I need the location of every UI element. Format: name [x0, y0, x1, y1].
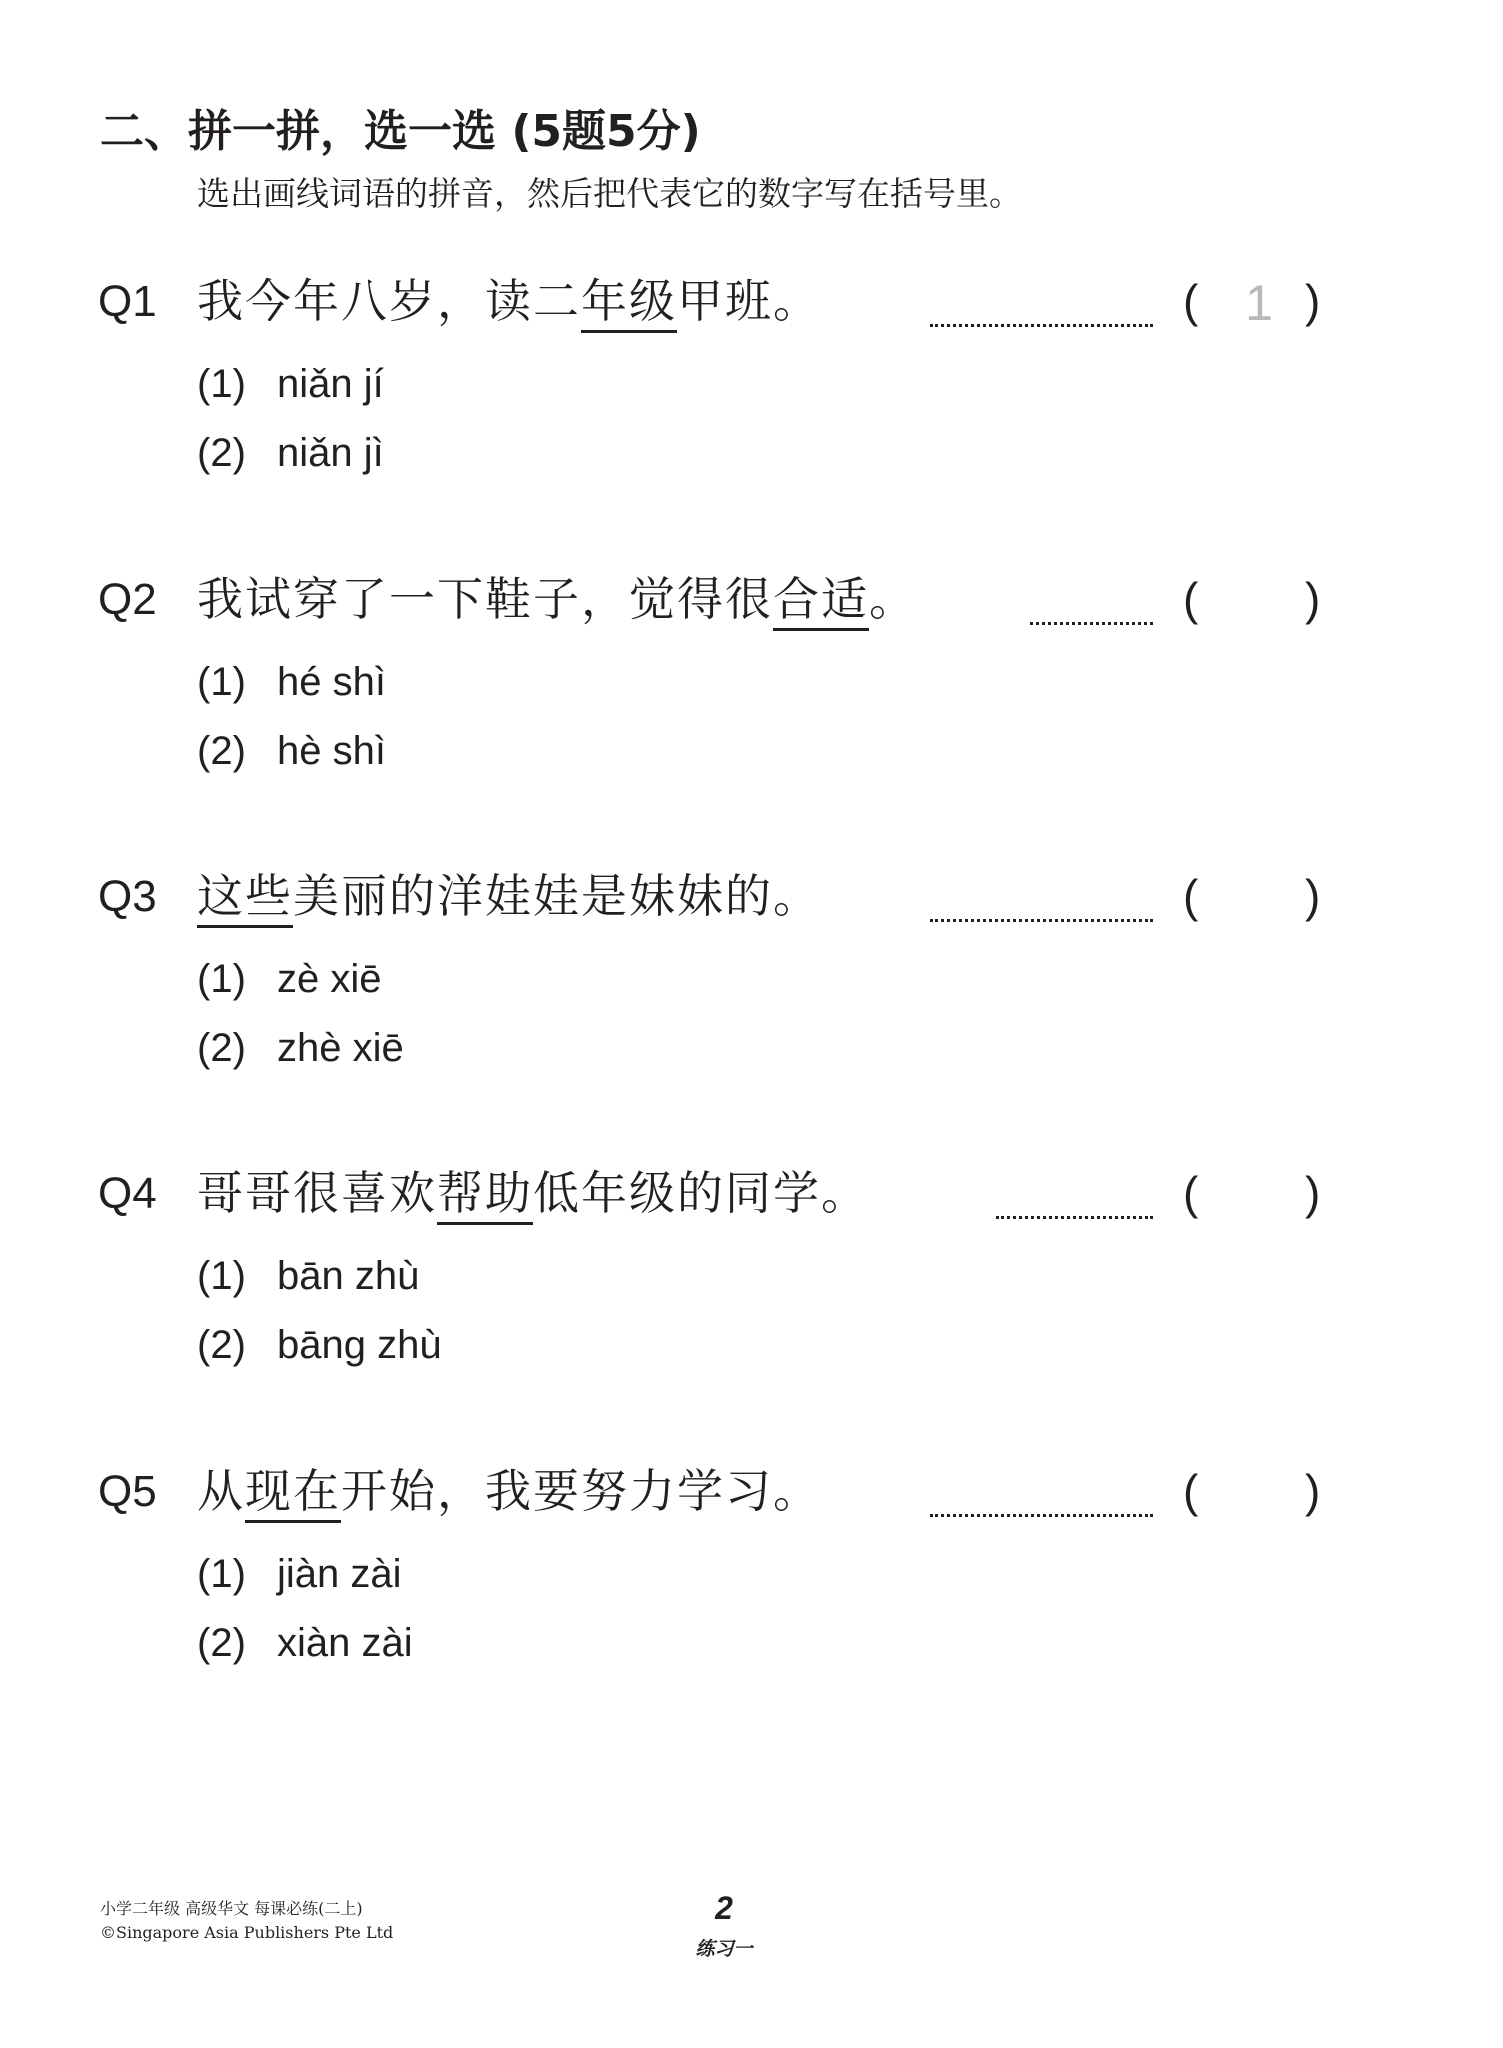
option-pinyin: niǎn jì [277, 431, 384, 475]
option-2 [197, 433, 384, 473]
underlined-word: 年级 [581, 274, 677, 333]
footer-book-title: 小学二年级 高级华文 每课必练(二上) [100, 1899, 363, 1918]
option-pinyin: zhè xiē [277, 1026, 404, 1070]
question-1 [0, 274, 1503, 610]
answer-bracket-open: ( [1183, 275, 1199, 327]
underlined-word: 合适 [773, 572, 869, 631]
page-label: 练习一 [695, 1938, 753, 1960]
option-1 [197, 364, 384, 404]
section-instruction: 选出画线词语的拼音，然后把代表它的数字写在括号里。 [197, 174, 1022, 213]
page-number: 2 [715, 1890, 733, 1926]
option-pinyin: hè shì [277, 729, 386, 773]
option-pinyin: bāng zhù [277, 1323, 442, 1367]
sentence-text-after: 。 [869, 572, 917, 626]
option-1 [197, 662, 386, 702]
sentence-text-before: 我试穿了一下鞋子，觉得很 [197, 572, 773, 626]
option-pinyin: jiàn zài [277, 1552, 402, 1596]
underlined-word: 帮助 [437, 1166, 533, 1225]
option-number: (1) [197, 362, 246, 406]
underlined-word: 这些 [197, 869, 293, 928]
dotted-leader [930, 280, 1153, 327]
footer-publication [100, 1897, 393, 1945]
option-2 [197, 731, 386, 771]
answer-bracket-open: ( [1183, 1465, 1199, 1517]
sentence-text-after: 开始，我要努力学习。 [341, 1464, 821, 1518]
question-2 [0, 572, 1503, 908]
option-number: (2) [197, 1621, 246, 1665]
question-3 [0, 869, 1503, 1205]
option-pinyin: hé shì [277, 660, 386, 704]
answer-bracket-open: ( [1183, 573, 1199, 625]
dotted-leader [1030, 578, 1153, 625]
answer-bracket-close: ) [1305, 275, 1321, 327]
section-title: 二、拼一拼，选一选 (5题5分) [100, 106, 701, 157]
answer-bracket-close: ) [1305, 1167, 1321, 1219]
option-1 [197, 1554, 402, 1594]
question-4 [0, 1166, 1503, 1502]
question-number: Q5 [98, 1467, 157, 1516]
question-number: Q4 [98, 1169, 157, 1218]
dotted-leader [930, 1470, 1153, 1517]
option-pinyin: zè xiē [277, 957, 382, 1001]
option-number: (2) [197, 729, 246, 773]
option-number: (2) [197, 431, 246, 475]
option-1 [197, 959, 382, 999]
sentence-text-after: 甲班。 [677, 274, 821, 328]
answer-bracket-close: ) [1305, 870, 1321, 922]
option-number: (2) [197, 1323, 246, 1367]
question-sentence [197, 1466, 821, 1517]
underlined-word: 现在 [245, 1464, 341, 1523]
question-number: Q1 [98, 277, 157, 326]
answer-bracket-open: ( [1183, 870, 1199, 922]
option-1 [197, 1256, 419, 1296]
answer-blank[interactable]: 1 [1245, 275, 1273, 331]
answer-bracket-close: ) [1305, 573, 1321, 625]
sentence-text-before: 我今年八岁，读二 [197, 274, 581, 328]
option-number: (1) [197, 660, 246, 704]
question-sentence [197, 276, 821, 327]
option-pinyin: bān zhù [277, 1254, 420, 1298]
option-number: (1) [197, 1254, 246, 1298]
sentence-text-after: 低年级的同学。 [533, 1166, 869, 1220]
option-pinyin: niǎn jí [277, 362, 384, 406]
option-pinyin: xiàn zài [277, 1621, 413, 1665]
option-2 [197, 1623, 413, 1663]
option-2 [197, 1028, 404, 1068]
answer-bracket-open: ( [1183, 1167, 1199, 1219]
sentence-text-before: 哥哥很喜欢 [197, 1166, 437, 1220]
question-sentence [197, 574, 917, 625]
question-number: Q2 [98, 575, 157, 624]
option-number: (1) [197, 957, 246, 1001]
question-sentence [197, 1168, 869, 1219]
option-2 [197, 1325, 442, 1365]
sentence-text-after: 美丽的洋娃娃是妹妹的。 [293, 869, 821, 923]
question-number: Q3 [98, 872, 157, 921]
option-number: (2) [197, 1026, 246, 1070]
dotted-leader [996, 1172, 1153, 1219]
option-number: (1) [197, 1552, 246, 1596]
sentence-text-before: 从 [197, 1464, 245, 1518]
question-sentence [197, 871, 821, 922]
footer-copyright: ©Singapore Asia Publishers Pte Ltd [100, 1923, 394, 1942]
dotted-leader [930, 875, 1153, 922]
answer-bracket-close: ) [1305, 1465, 1321, 1517]
question-5 [0, 1464, 1503, 1800]
